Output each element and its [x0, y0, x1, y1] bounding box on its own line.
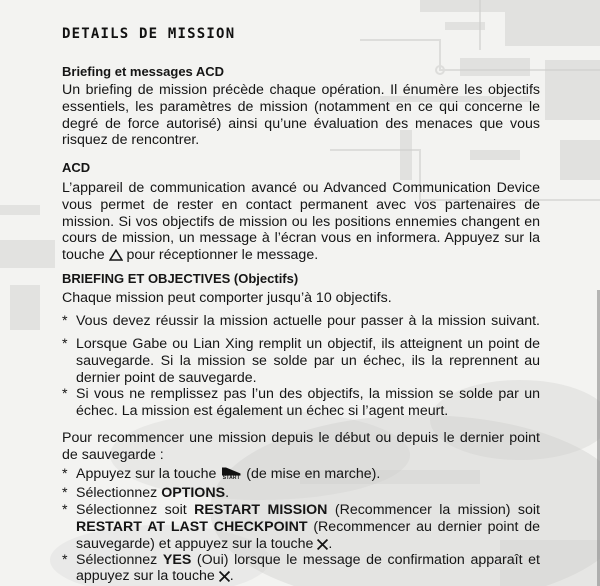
line-text: (Recommencer au dernier point de: [313, 518, 540, 535]
menu-option-name: YES: [162, 552, 192, 568]
bullet-marker: *: [62, 466, 68, 482]
cross-button-icon: [317, 539, 328, 550]
line-text: Sélectionnez: [76, 485, 158, 501]
page-heading: DETAILS DE MISSION: [62, 26, 236, 42]
paragraph-line: [62, 247, 540, 264]
line-text: (de mise en marche).: [246, 466, 381, 482]
list-item-text: [76, 336, 540, 386]
bullet-marker: *: [62, 313, 68, 329]
line-text: Appuyez sur la touche: [76, 466, 217, 482]
line-text: Sélectionnez soit: [76, 502, 187, 518]
paragraph-line: Un briefing de mission précède chaque opération. Il énumère les objectifs: [62, 82, 540, 98]
list-item: [62, 485, 540, 502]
list-item-line: [76, 553, 540, 569]
list-item-line: Si vous ne remplissez pas l’un des objectifs, la mission se solde par un: [76, 386, 540, 402]
start-label: START: [222, 475, 240, 481]
paragraph-line: L’appareil de communication avancé ou Advanced Communication Device: [62, 180, 540, 196]
bullet-marker: *: [62, 386, 68, 402]
line-text: .: [229, 567, 234, 584]
paragraph-line: de sauvegarde :: [62, 446, 164, 463]
list-item-text: [76, 313, 540, 330]
line-text: pour réceptionner le message.: [126, 247, 319, 264]
paragraph-line: risquez de rencontrer.: [62, 132, 200, 149]
list-item-line: [76, 502, 540, 519]
line-text: (Recommencer la mission) soit: [334, 502, 540, 518]
list-item: [62, 386, 540, 420]
cross-button-icon: [219, 571, 230, 582]
paragraph-briefing: [62, 82, 540, 149]
list-item-text: [76, 553, 540, 585]
triangle-button-icon: [109, 249, 123, 261]
line-text: Sélectionnez: [76, 552, 158, 568]
paragraph-line: essentiels, les paramètres de mission (notamment en ce qui concerne le: [62, 98, 540, 115]
list-item: [62, 336, 540, 386]
list-item-text: [76, 466, 540, 483]
bullet-marker: *: [62, 502, 68, 518]
line-text: touche: [62, 247, 105, 264]
list-item-line: [76, 519, 540, 536]
objectives-intro: [62, 290, 540, 307]
list-item-line: dernier point de sauvegarde.: [76, 369, 257, 386]
list-item-text: [76, 485, 540, 502]
paragraph-acd: [62, 180, 540, 264]
list-item: [62, 502, 540, 552]
section-title-objectives: BRIEFING ET OBJECTIVES (Objectifs): [62, 271, 299, 286]
list-item-line: [76, 536, 540, 553]
menu-option-name: OPTIONS: [161, 485, 226, 501]
section-title-briefing: Briefing et messages ACD: [62, 64, 225, 79]
paragraph-line: mission. Si vos objectifs de mission ou les positions ennemies changent en: [62, 213, 540, 230]
line-text: (Oui) lorsque le message de confirmation apparaît et: [196, 552, 540, 568]
restart-intro: [62, 430, 540, 464]
line-text: .: [225, 485, 230, 501]
list-item-line: Lorsque Gabe ou Lian Xing remplit un objectif, ils atteignent un point de: [76, 336, 540, 352]
paragraph-line: cours de mission, un message à l’écran vous en informera. Appuyez sur la: [62, 230, 540, 247]
paragraph-line: vous permet de rester en contact permanent avec vos partenaires de: [62, 196, 540, 213]
list-item-line: [76, 569, 540, 585]
list-item-line: échec. La mission est également un échec si l’agent meurt.: [76, 402, 449, 419]
section-title-acd: ACD: [62, 160, 91, 175]
bullet-marker: *: [62, 485, 68, 501]
list-item-line: sauvegarde. Si la mission se solde par un échec, ils la reprennent au: [76, 352, 540, 369]
menu-option-name: RESTART MISSION: [194, 502, 328, 518]
line-text: appuyez sur la touche: [76, 567, 215, 584]
list-item-text: [76, 386, 540, 420]
line-text: sauvegarde) et appuyez sur la touche: [76, 535, 314, 552]
paragraph-line: Pour recommencer une mission depuis le début ou depuis le dernier point: [62, 430, 540, 446]
list-item: [62, 313, 540, 330]
list-item-text: [76, 502, 540, 552]
list-item-line: [76, 485, 540, 502]
bullet-marker: *: [62, 336, 68, 352]
line-text: .: [328, 535, 333, 552]
paragraph-line: Chaque mission peut comporter jusqu’à 10 objectifs.: [62, 290, 392, 306]
paragraph-line: degré de force autorisé) ainsi qu’une évaluation des menaces que vous: [62, 115, 540, 132]
start-button-icon: [220, 467, 242, 482]
list-item: [62, 553, 540, 585]
bullet-marker: *: [62, 552, 68, 568]
list-item-line: [76, 466, 540, 483]
list-item: [62, 466, 540, 483]
list-item-line: Vous devez réussir la mission actuelle pour passer à la mission suivant.: [76, 313, 540, 329]
menu-option-name: RESTART AT LAST CHECKPOINT: [76, 518, 308, 535]
